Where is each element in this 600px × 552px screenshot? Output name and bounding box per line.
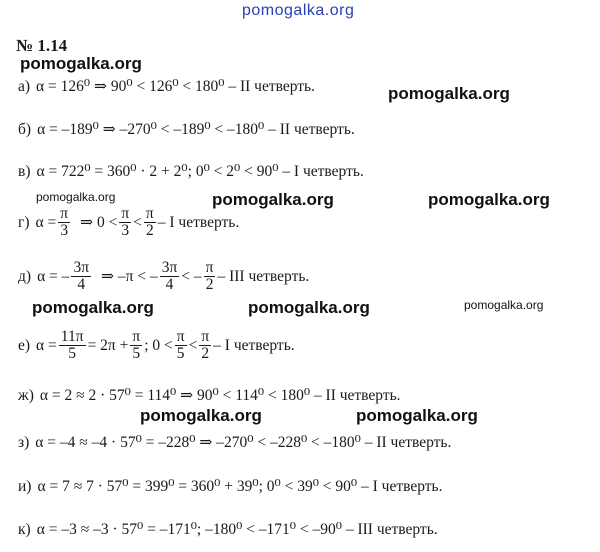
- solution-text: α = –189⁰ ⇒ –270⁰ < –189⁰ < –180⁰ – II четверть.: [37, 121, 355, 138]
- fraction: [119, 206, 131, 240]
- expr-text: – I четверть.: [157, 213, 240, 231]
- expr-text: ; 0 <: [144, 336, 173, 354]
- watermark: pomogalka.org: [140, 406, 262, 425]
- fraction: [144, 206, 156, 240]
- numerator: π: [132, 328, 141, 345]
- numerator: π: [145, 205, 154, 222]
- solution-line-b: [18, 120, 355, 139]
- numerator: π: [176, 328, 185, 345]
- item-label: б): [18, 120, 32, 138]
- solution-line-v: [18, 162, 364, 181]
- item-label: и): [18, 477, 32, 495]
- expr-text: ⇒ –π < –: [101, 268, 158, 286]
- expr-text: = 2π +: [87, 336, 129, 354]
- expr-text: – I четверть.: [213, 336, 295, 354]
- item-label: д): [18, 267, 32, 285]
- watermark: pomogalka.org: [388, 84, 510, 103]
- denominator: 2: [201, 345, 210, 363]
- solution-text: α = 7 ≈ 7 · 57⁰ = 399⁰ = 360⁰ + 39⁰; 0⁰ < 39⁰ < 90⁰ – I четверть.: [37, 478, 443, 495]
- solution-text: α = 126⁰ ⇒ 90⁰ < 126⁰ < 180⁰ – II четверть.: [36, 78, 316, 95]
- watermark: pomogalka.org: [212, 190, 334, 209]
- expr-text: <: [188, 336, 198, 354]
- fraction: [175, 329, 187, 363]
- solution-line-i: [18, 477, 443, 496]
- denominator: 5: [176, 345, 185, 363]
- fraction: [199, 329, 211, 363]
- item-label: в): [18, 162, 31, 180]
- solution-text: α = 2 ≈ 2 · 57⁰ = 114⁰ ⇒ 90⁰ < 114⁰ < 180⁰ – II четверть.: [39, 387, 401, 404]
- watermark: pomogalka.org: [36, 190, 116, 204]
- solution-line-g: [18, 206, 239, 240]
- solution-line-zh: [18, 386, 401, 405]
- solution-line-a: [18, 77, 315, 96]
- solution-line-z: [18, 433, 451, 452]
- item-label: г): [18, 213, 30, 231]
- denominator: 5: [68, 345, 77, 363]
- fraction: [130, 329, 142, 363]
- watermark: pomogalka.org: [32, 298, 154, 317]
- fraction: [204, 260, 216, 294]
- fraction: [71, 260, 91, 294]
- numerator: π: [201, 328, 210, 345]
- watermark: pomogalka.org: [20, 54, 142, 73]
- expr-text: ⇒ 0 <: [80, 214, 118, 232]
- solution-text: α = 722⁰ = 360⁰ · 2 + 2⁰; 0⁰ < 2⁰ < 90⁰ – I четверть.: [36, 163, 364, 180]
- numerator: π: [205, 259, 214, 276]
- denominator: 3: [60, 222, 69, 240]
- denominator: 5: [132, 345, 141, 363]
- item-label: е): [18, 336, 31, 354]
- expr-text: <: [133, 213, 142, 231]
- watermark: pomogalka.org: [464, 298, 544, 312]
- watermark: pomogalka.org: [356, 406, 478, 425]
- expr-text: α = –: [37, 267, 70, 285]
- fraction: [58, 206, 70, 240]
- problem-number: № 1.14: [16, 36, 68, 55]
- item-label: ж): [18, 386, 34, 404]
- denominator: 2: [205, 276, 214, 294]
- solution-line-k: [18, 520, 438, 539]
- solution-line-e: [18, 329, 295, 363]
- solution-text: α = –4 ≈ –4 · 57⁰ = –228⁰ ⇒ –270⁰ < –228⁰ < –180⁰ – II четверть.: [35, 434, 452, 451]
- expr-text: α =: [36, 336, 57, 354]
- fraction: [160, 260, 180, 294]
- numerator: π: [121, 205, 130, 222]
- denominator: 4: [77, 276, 86, 294]
- expr-text: α =: [35, 213, 57, 231]
- watermark: pomogalka.org: [428, 190, 550, 209]
- watermark: pomogalka.org: [248, 298, 370, 317]
- numerator: 3π: [161, 259, 178, 276]
- solution-line-d: [18, 260, 309, 294]
- fraction: [59, 329, 86, 363]
- item-label: з): [18, 433, 30, 451]
- denominator: 3: [121, 222, 130, 240]
- site-header-link[interactable]: pomogalka.org: [242, 2, 355, 19]
- expr-text: – III четверть.: [217, 267, 310, 285]
- denominator: 2: [145, 222, 154, 240]
- denominator: 4: [165, 276, 174, 294]
- item-label: к): [18, 520, 31, 538]
- numerator: 11π: [60, 328, 84, 345]
- solution-text: α = –3 ≈ –3 · 57⁰ = –171⁰; –180⁰ < –171⁰ < –90⁰ – III четверть.: [36, 521, 438, 538]
- numerator: π: [60, 205, 69, 222]
- expr-text: < –: [181, 267, 202, 285]
- numerator: 3π: [73, 259, 90, 276]
- item-label: а): [18, 77, 31, 95]
